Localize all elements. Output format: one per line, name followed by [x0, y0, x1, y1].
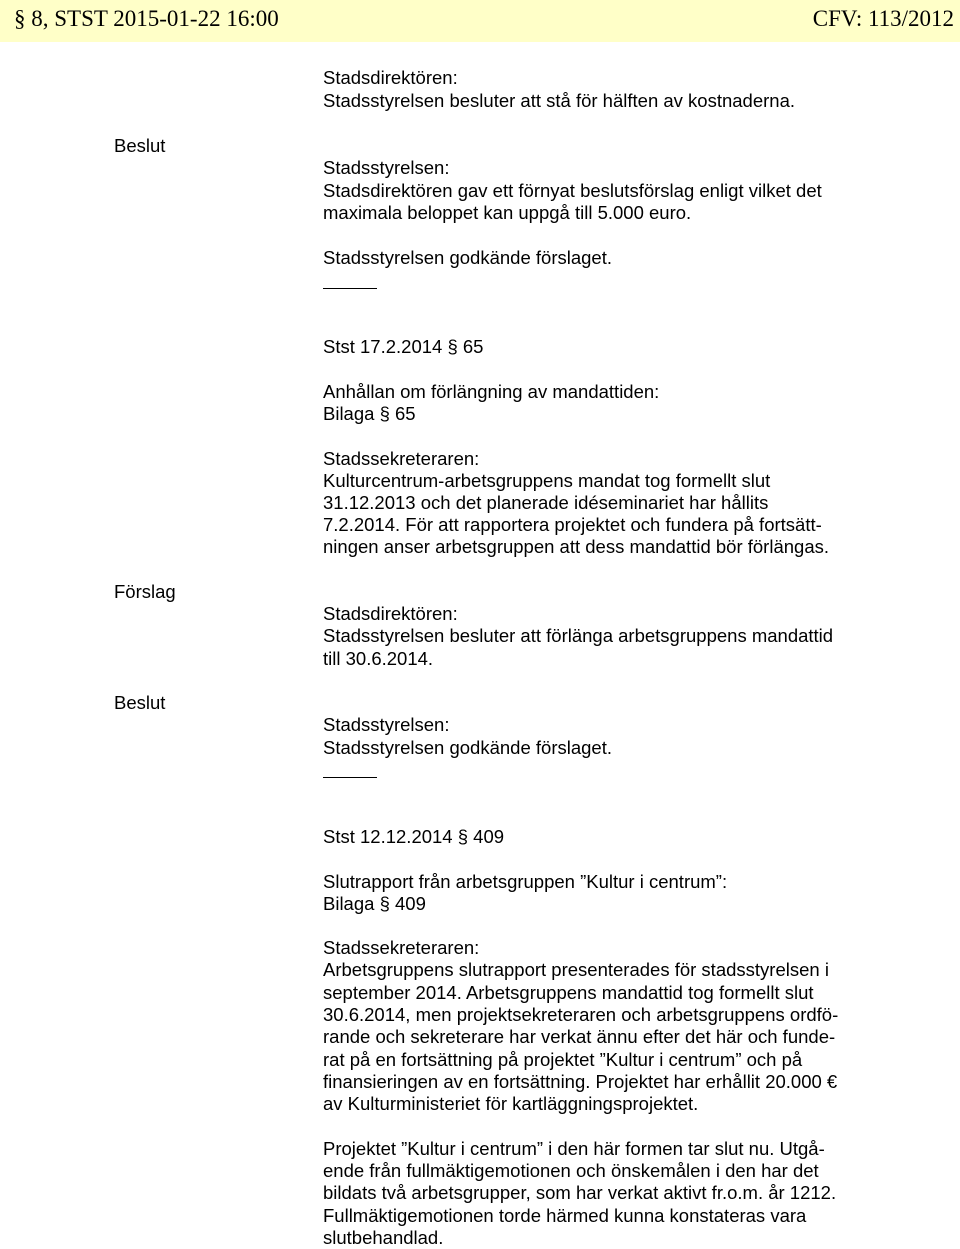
section-divider [323, 288, 377, 289]
header-case-number: CFV: 113/2012 [812, 6, 954, 31]
text-line: Projektet ”Kultur i centrum” i den här formen tar slut nu. Utgå- [323, 1138, 825, 1159]
text-line: rat på en fortsättning på projektet ”Kultur i centrum” och på [323, 1049, 803, 1070]
text-line: Stadsstyrelsen besluter att förlänga arbetsgruppens mandattid [323, 625, 834, 646]
speaker-label: Stadssekreteraren: [323, 937, 480, 958]
header-section-date: § 8, STST 2015-01-22 16:00 [14, 6, 279, 31]
document-header [0, 0, 960, 42]
text-line: Fullmäktigemotionen torde härmed kunna konstateras vara [323, 1205, 807, 1226]
text-line: bildats två arbetsgrupper, som har verkat aktivt fr.o.m. år 1212. [323, 1182, 837, 1203]
side-label-beslut: Beslut [114, 135, 166, 156]
text-line: Arbetsgruppens slutrapport presenterades för stadsstyrelsen i [323, 959, 829, 980]
text-line: 30.6.2014, men projektsekreteraren och arbetsgruppens ordfö- [323, 1004, 839, 1025]
speaker-label: Stadsstyrelsen: [323, 714, 450, 735]
text-line: Stadsstyrelsen godkände förslaget. [323, 737, 612, 758]
item-title: Anhållan om förlängning av mandattiden: [323, 381, 660, 402]
side-label-forslag: Förslag [114, 581, 176, 602]
text-line: finansieringen av en fortsättning. Projektet har erhållit 20.000 € [323, 1071, 838, 1092]
speaker-label: Stadsstyrelsen: [323, 157, 450, 178]
meeting-reference: Stst 12.12.2014 § 409 [323, 826, 505, 847]
text-line: slutbehandlad. [323, 1227, 444, 1248]
text-line: Kulturcentrum-arbetsgruppens mandat tog formellt slut [323, 470, 771, 491]
speaker-label: Stadsdirektören: [323, 603, 458, 624]
text-line: rande och sekreterare har verkat ännu efter det här och funde- [323, 1026, 836, 1047]
meeting-reference: Stst 17.2.2014 § 65 [323, 336, 484, 357]
attachment-reference: Bilaga § 409 [323, 893, 426, 914]
side-label-beslut: Beslut [114, 692, 166, 713]
text-line: Stadsstyrelsen besluter att stå för hälften av kostnaderna. [323, 90, 796, 111]
text-line: Stadsdirektören gav ett förnyat beslutsförslag enligt vilket det [323, 180, 822, 201]
text-line: av Kulturministeriet för kartläggningsprojektet. [323, 1093, 699, 1114]
speaker-label: Stadssekreteraren: [323, 448, 480, 469]
section-divider [323, 777, 377, 778]
text-line: 31.12.2013 och det planerade idéseminariet har hållits [323, 492, 769, 513]
text-line: ende från fullmäktigemotionen och önskemålen i den har det [323, 1160, 819, 1181]
text-line: Stadsstyrelsen godkände förslaget. [323, 247, 612, 268]
text-line: september 2014. Arbetsgruppens mandattid tog formellt slut [323, 982, 814, 1003]
text-line: 7.2.2014. För att rapportera projektet och fundera på fortsätt- [323, 514, 822, 535]
attachment-reference: Bilaga § 65 [323, 403, 416, 424]
text-line: maximala beloppet kan uppgå till 5.000 euro. [323, 202, 692, 223]
text-line: till 30.6.2014. [323, 648, 434, 669]
item-title: Slutrapport från arbetsgruppen ”Kultur i centrum”: [323, 871, 728, 892]
text-line: ningen anser arbetsgruppen att dess mandattid bör förlängas. [323, 536, 829, 557]
speaker-label: Stadsdirektören: [323, 67, 458, 88]
